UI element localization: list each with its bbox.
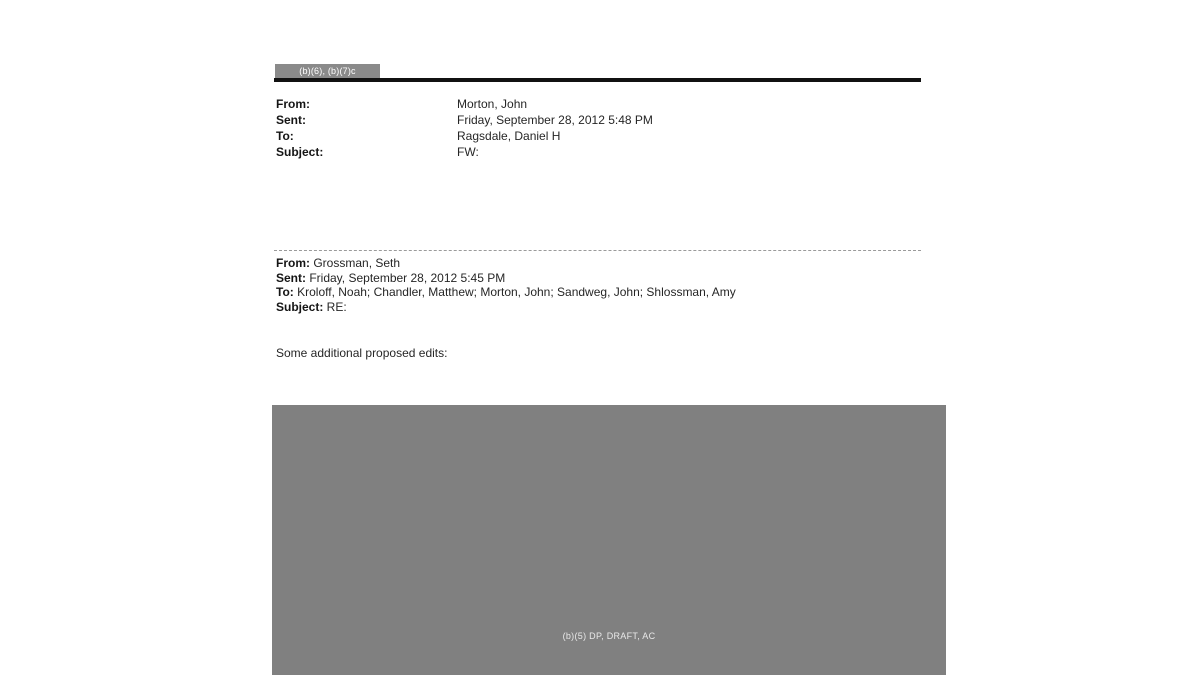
redacted-content-block: [272, 405, 946, 675]
header-from-label: From:: [276, 97, 310, 111]
forwarded-to-label: To:: [276, 285, 298, 299]
forwarded-subject-label: Subject:: [276, 299, 327, 314]
header-sent-label: Sent:: [276, 113, 306, 127]
email-header: [276, 96, 916, 160]
header-to-value: Ragsdale, Daniel H: [457, 129, 561, 143]
forwarded-subject-row: [276, 300, 916, 315]
header-to-label: To:: [276, 129, 294, 143]
forwarded-sent-value: Friday, September 28, 2012 5:45 PM: [309, 270, 506, 285]
forwarded-message-header: [276, 256, 916, 314]
header-subject-value: FW:: [457, 145, 479, 159]
forwarded-sent-row: [276, 271, 916, 286]
header-row-from: [276, 96, 916, 112]
redaction-tag-top: (b)(6), (b)(7)c: [275, 64, 380, 78]
forwarded-from-label: From:: [276, 256, 314, 270]
forwarded-to-value: Kroloff, Noah; Chandler, Matthew; Morton, John; Sandweg, John; Shlossman, Amy: [297, 285, 736, 299]
header-divider-rule: [274, 78, 921, 82]
forwarded-subject-value: RE:: [326, 299, 347, 314]
message-body-text: Some additional proposed edits:: [276, 346, 448, 360]
redaction-code-label: (b)(5) DP, DRAFT, AC: [562, 631, 656, 641]
forward-separator-rule: [274, 250, 921, 251]
header-subject-label: Subject:: [276, 145, 324, 159]
forwarded-to-row: [276, 285, 916, 300]
forwarded-from-value: Grossman, Seth: [313, 256, 401, 270]
header-row-subject: [276, 144, 916, 160]
forwarded-sent-label: Sent:: [276, 270, 310, 285]
header-from-value: Morton, John: [457, 97, 528, 111]
header-sent-value: Friday, September 28, 2012 5:48 PM: [457, 113, 653, 127]
header-row-sent: [276, 112, 916, 128]
header-row-to: [276, 128, 916, 144]
forwarded-from-row: [276, 256, 916, 271]
